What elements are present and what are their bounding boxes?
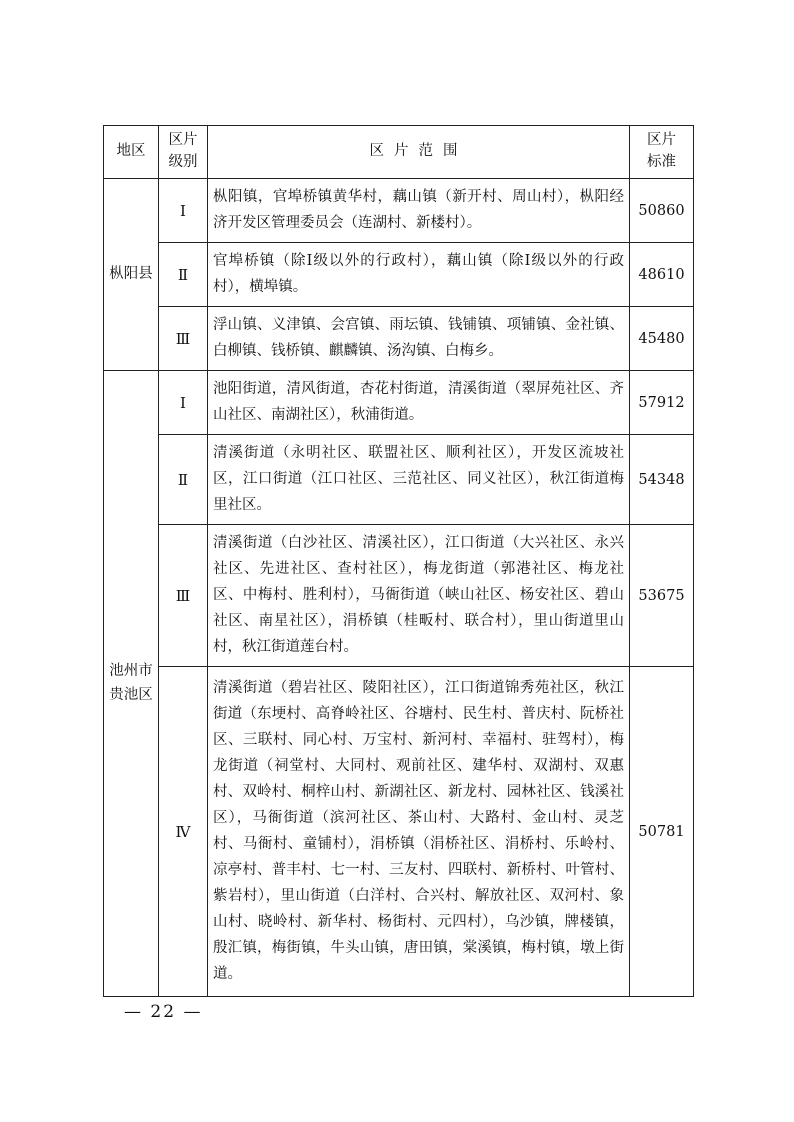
region-name: 池州市贵池区	[109, 663, 153, 703]
table-row	[104, 371, 694, 435]
standard-cell: 57912	[630, 371, 694, 435]
table-row	[104, 243, 694, 307]
table-row	[104, 435, 694, 525]
range-cell: 清溪街道（白沙社区、清溪社区），江口街道（大兴社区、永兴社区、先进社区、查村社区），梅龙街道（郭港社区、梅龙社区、中梅村、胜利村），马衙街道（峡山社区、杨安社区、碧山社区、南星社区），涓桥镇（桂畈村、联合村），里山街道里山村，秋江街道莲台村。	[208, 525, 630, 667]
region-name: 枞阳县	[109, 265, 153, 282]
region-cell	[104, 371, 159, 997]
page-number: — 22 —	[124, 1002, 203, 1022]
level-cell: Ⅲ	[159, 525, 208, 667]
standard-cell: 50781	[630, 667, 694, 997]
level-cell: Ⅳ	[159, 667, 208, 997]
range-cell: 清溪街道（碧岩社区、陵阳社区），江口街道锦秀苑社区，秋江街道（东埂村、高脊岭社区、谷塘村、民生村、普庆村、阮桥社区、三联村、同心村、万宝村、新河村、幸福村、驻驾村），梅龙街道（祠堂村、大同村、观前社区、建华村、双湖村、双惠村、双岭村、桐梓山村、新湖社区、新龙村、园林社区、钱溪社区），马衙街道（滨河社区、茶山村、大路村、金山村、灵芝村、马衙村、童铺村），涓桥镇（涓桥社区、涓桥村、乐岭村、凉亭村、普丰村、七一村、三友村、四联村、新桥村、叶管村、紫岩村），里山街道（白洋村、合兴村、解放社区、双河村、象山村、晓岭村、新华村、杨街村、元四村），乌沙镇，牌楼镇，殷汇镇，梅街镇，牛头山镇，唐田镇，棠溪镇，梅村镇，墩上街道。	[208, 667, 630, 997]
level-cell: Ⅱ	[159, 243, 208, 307]
table-row	[104, 525, 694, 667]
range-cell: 浮山镇、义津镇、会宫镇、雨坛镇、钱铺镇、项铺镇、金社镇、白柳镇、钱桥镇、麒麟镇、汤沟镇、白梅乡。	[208, 307, 630, 371]
standard-cell: 48610	[630, 243, 694, 307]
level-cell: Ⅰ	[159, 371, 208, 435]
level-cell: Ⅲ	[159, 307, 208, 371]
standard-cell: 45480	[630, 307, 694, 371]
standard-cell: 53675	[630, 525, 694, 667]
header-standard	[630, 126, 694, 179]
land-price-table	[103, 125, 694, 997]
header-region: 地区	[104, 126, 159, 179]
table-header-row	[104, 126, 694, 179]
range-cell: 清溪街道（永明社区、联盟社区、顺利社区），开发区流坡社区，江口街道（江口社区、三范社区、同义社区），秋江街道梅里社区。	[208, 435, 630, 525]
standard-cell: 54348	[630, 435, 694, 525]
header-standard-label: 区片标准	[647, 132, 676, 170]
header-range: 区片范围	[208, 126, 630, 179]
standard-cell: 50860	[630, 179, 694, 243]
range-cell: 官埠桥镇（除Ⅰ级以外的行政村），藕山镇（除Ⅰ级以外的行政村），横埠镇。	[208, 243, 630, 307]
level-cell: Ⅰ	[159, 179, 208, 243]
range-cell: 池阳街道，清风街道，杏花村街道，清溪街道（翠屏苑社区、齐山社区、南湖社区），秋浦街道。	[208, 371, 630, 435]
region-cell	[104, 179, 159, 371]
header-level-label: 区片级别	[168, 132, 198, 170]
header-level	[159, 126, 208, 179]
table-row	[104, 667, 694, 997]
table-row	[104, 307, 694, 371]
table-row	[104, 179, 694, 243]
range-cell: 枞阳镇，官埠桥镇黄华村，藕山镇（新开村、周山村），枞阳经济开发区管理委员会（连湖村、新楼村）。	[208, 179, 630, 243]
level-cell: Ⅱ	[159, 435, 208, 525]
